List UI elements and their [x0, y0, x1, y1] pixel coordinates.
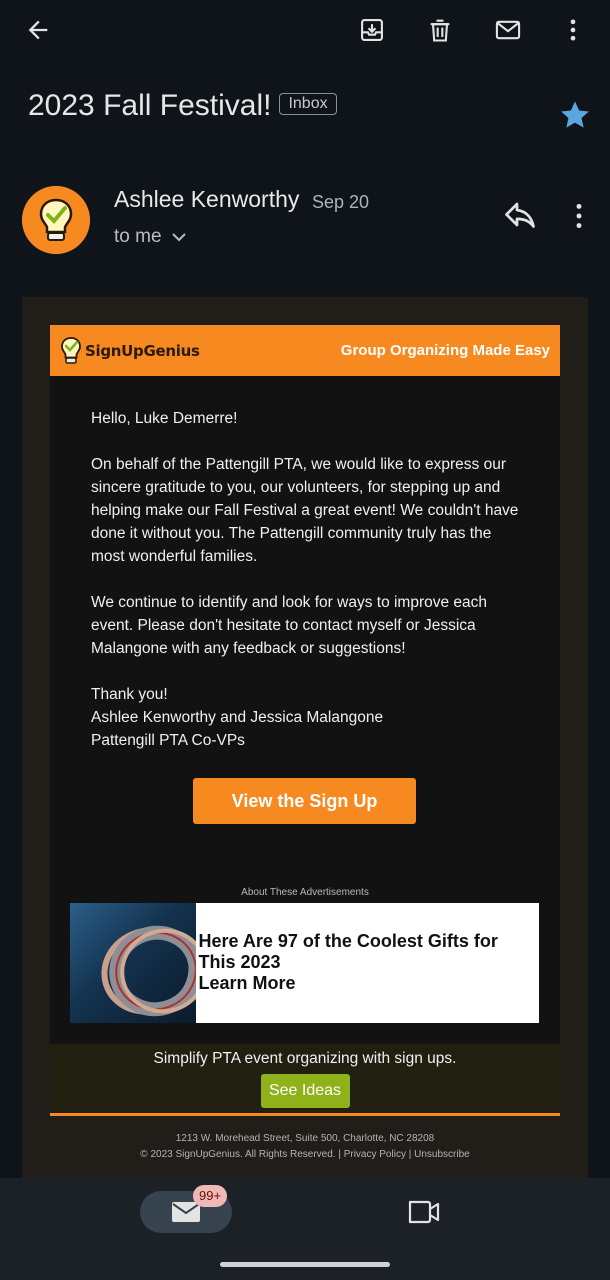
ad-label[interactable]: About These Advertisements — [241, 887, 369, 898]
greeting: Hello, Luke Demerre! — [91, 410, 238, 427]
ad-text[interactable] — [196, 903, 539, 1023]
email-subject: 2023 Fall Festival! — [28, 89, 272, 122]
email-date: Sep 20 — [312, 192, 370, 212]
ad-headline: Here Are 97 of the Coolest Gifts for This 2023 — [198, 931, 498, 972]
archive-icon[interactable] — [352, 10, 392, 50]
footer-address: 1213 W. Morehead Street, Suite 500, Charlotte, NC 28208 — [175, 1133, 435, 1144]
promo-banner — [50, 1044, 560, 1114]
see-ideas-button[interactable]: See Ideas — [261, 1074, 350, 1108]
mail-icon[interactable] — [488, 10, 528, 50]
arrow-back-icon[interactable] — [18, 10, 58, 50]
footer-separator: | — [335, 1149, 344, 1160]
email-card — [50, 325, 560, 1115]
signature-names: Ashlee Kenworthy and Jessica Malangone — [91, 709, 384, 726]
trash-icon[interactable] — [420, 10, 460, 50]
footer-legal — [50, 1147, 560, 1163]
sender-avatar[interactable] — [22, 186, 90, 254]
gesture-handle — [220, 1262, 390, 1267]
closing: Thank you! — [91, 686, 168, 703]
signupgenius-header — [50, 325, 560, 376]
sender-name: Ashlee Kenworthy — [114, 186, 300, 212]
more-vert-icon[interactable] — [566, 200, 592, 232]
advertisement[interactable] — [70, 903, 539, 1023]
top-toolbar — [0, 0, 610, 60]
footer-copyright: © 2023 SignUpGenius. All Rights Reserved. — [140, 1149, 336, 1160]
divider — [50, 1113, 560, 1116]
more-vert-icon[interactable] — [553, 10, 593, 50]
email-footer — [50, 1131, 560, 1163]
brand-tagline: Group Organizing Made Easy — [340, 342, 550, 359]
inbox-label-badge[interactable]: Inbox — [279, 93, 336, 115]
footer-separator: | — [405, 1149, 415, 1160]
ad-image-ring[interactable] — [70, 903, 196, 1023]
reply-icon[interactable] — [502, 198, 538, 234]
signature-title: Pattengill PTA Co-VPs — [91, 732, 245, 749]
signupgenius-logo[interactable] — [60, 336, 200, 366]
video-camera-icon[interactable] — [406, 1196, 442, 1228]
paragraph-1: On behalf of the Pattengill PTA, we would like to express our sincere gratitude to you, our volunteers, for stepping up and helping make our Fall Festival a great event! We couldn't have done it without you. The Pattengill community truly has the most wonderful families. — [91, 456, 519, 565]
subject-row — [28, 86, 588, 126]
recipient-text: to me — [114, 226, 162, 247]
star-icon[interactable] — [558, 98, 592, 132]
promo-text: Simplify PTA event organizing with sign ups. — [153, 1050, 457, 1067]
chevron-down-icon — [172, 232, 186, 242]
brand-name: SignUpGenius — [85, 341, 200, 360]
unread-count-badge: 99+ — [193, 1185, 227, 1207]
unsubscribe-link[interactable]: Unsubscribe — [414, 1149, 470, 1160]
bottom-navigation — [0, 1178, 610, 1280]
email-body — [22, 297, 588, 1179]
recipient-toggle[interactable] — [114, 226, 186, 248]
ad-learn-more[interactable]: Learn More — [198, 973, 296, 993]
message-body — [91, 407, 521, 752]
lightbulb-icon — [60, 336, 82, 366]
paragraph-2: We continue to identify and look for ways to improve each event. Please don't hesitate to contact myself or Jessica Malangone with any feedback or suggestions! — [91, 594, 488, 657]
privacy-policy-link[interactable]: Privacy Policy — [343, 1149, 406, 1160]
view-sign-up-button[interactable]: View the Sign Up — [193, 778, 416, 824]
